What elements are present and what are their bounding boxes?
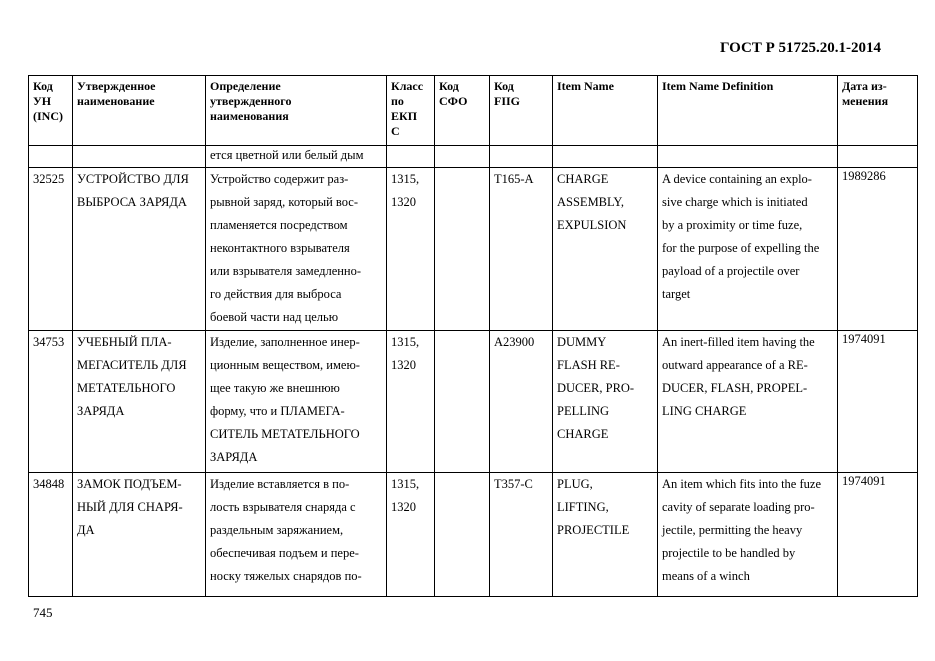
cell-sfo-code (435, 168, 490, 331)
cell-line: ASSEMBLY, (557, 195, 624, 209)
cell-code (29, 473, 73, 597)
cell-line: DUCER, PRO- (557, 381, 635, 395)
continuation-row (29, 146, 918, 168)
header-line: Item Name Definition (662, 79, 774, 93)
cell-line: УЧЕБНЫЙ ПЛА- (77, 335, 172, 349)
cell-line: 34848 (33, 477, 65, 491)
cell-line: PELLING (557, 404, 610, 418)
cell-line: PLUG, (557, 477, 593, 491)
cell-line: LIFTING, (557, 500, 609, 514)
cell-line: раздельным заряжанием, (210, 523, 344, 537)
cell-line: неконтактного взрывателя (210, 241, 350, 255)
cell-approved-definition (206, 168, 387, 331)
header-line: утвержденного (210, 94, 292, 108)
header-line: Определение (210, 79, 281, 93)
col-header-approved-definition (206, 76, 387, 146)
cell-line: DUCER, FLASH, PROPEL- (662, 381, 808, 395)
cell-item-name (553, 168, 658, 331)
cell-line: боевой части над целью (210, 310, 339, 324)
cell-code (29, 146, 73, 168)
cell-line: 1974091 (842, 474, 886, 488)
cell-line: outward appearance of a RE- (662, 358, 808, 372)
cell-item-name-definition (658, 473, 838, 597)
header-line: Класс (391, 79, 424, 93)
cell-line: An item which fits into the fuze (662, 477, 821, 491)
cell-approved-definition (206, 331, 387, 473)
cell-item-name (553, 331, 658, 473)
table-row (29, 473, 918, 597)
header-line: наименование (77, 94, 155, 108)
cell-line: или взрывателя замедленно- (210, 264, 362, 278)
cell-approved-name (73, 168, 206, 331)
cell-line: Устройство содержит раз- (210, 172, 349, 186)
cell-line: FLASH RE- (557, 358, 620, 372)
cell-change-date (838, 168, 918, 331)
cell-line: носку тяжелых снарядов по- (210, 569, 362, 583)
cell-sfo-code (435, 331, 490, 473)
cell-item-name-definition (658, 331, 838, 473)
cell-line: by a proximity or time fuze, (662, 218, 803, 232)
cell-line: CHARGE (557, 427, 609, 441)
cell-line: Изделие, заполненное инер- (210, 335, 360, 349)
col-header-sfo-code (435, 76, 490, 146)
cell-line: пламеняется посредством (210, 218, 348, 232)
cell-code (29, 168, 73, 331)
cell-line: МЕТАТЕЛЬНОГО (77, 381, 176, 395)
header-line: FIIG (494, 94, 521, 108)
cell-line: 1315, (391, 477, 420, 491)
cell-line: An inert-filled item having the (662, 335, 815, 349)
cell-line: 34753 (33, 335, 65, 349)
cell-fiig-code (490, 331, 553, 473)
cell-item-name-definition (658, 168, 838, 331)
standard-designation: ГОСТ Р 51725.20.1-2014 (720, 40, 882, 56)
col-header-ekps-class (387, 76, 435, 146)
cell-line: обеспечивая подъем и пере- (210, 546, 359, 560)
cell-approved-name (73, 473, 206, 597)
header-line: СФО (439, 94, 468, 108)
cell-line: ДА (77, 523, 95, 537)
header-line: Дата из- (842, 79, 887, 93)
cell-change-date (838, 473, 918, 597)
cell-approved-definition (206, 146, 387, 168)
cell-sfo-code (435, 146, 490, 168)
table-row (29, 331, 918, 473)
col-header-fiig-code (490, 76, 553, 146)
col-header-code (29, 76, 73, 146)
cell-line: лость взрывателя снаряда с (210, 500, 356, 514)
cell-line: щее такую же внешнюю (210, 381, 340, 395)
cell-approved-name (73, 331, 206, 473)
cell-line: DUMMY (557, 335, 607, 349)
cell-line: СИТЕЛЬ МЕТАТЕЛЬНОГО (210, 427, 360, 441)
cell-line: sive charge which is initiated (662, 195, 808, 209)
cell-line: 1974091 (842, 332, 886, 346)
cell-change-date (838, 331, 918, 473)
cell-line: Изделие вставляется в по- (210, 477, 350, 491)
header-line: по (391, 94, 404, 108)
cell-line: УСТРОЙСТВО ДЛЯ (77, 172, 189, 186)
cell-approved-definition (206, 473, 387, 597)
cell-line: ЗАМОК ПОДЪЕМ- (77, 477, 182, 491)
cell-line: 1989286 (842, 169, 886, 183)
cell-line: A23900 (494, 335, 535, 349)
cell-item-name (553, 473, 658, 597)
cell-fiig-code (490, 168, 553, 331)
cell-line: T165-A (494, 172, 534, 186)
cell-line: A device containing an explo- (662, 172, 812, 186)
col-header-change-date (838, 76, 918, 146)
catalog-table (28, 75, 918, 597)
header-line: менения (842, 94, 889, 108)
cell-line: НЫЙ ДЛЯ СНАРЯ- (77, 500, 183, 514)
cell-code (29, 331, 73, 473)
header-line: Код (439, 79, 459, 93)
cell-line: рывной заряд, который вос- (210, 195, 359, 209)
header-line: УН (33, 94, 52, 108)
header-line: ЕКП (391, 109, 418, 123)
header-line: С (391, 124, 400, 138)
cell-line: 1320 (391, 358, 416, 372)
header-line: наименования (210, 109, 289, 123)
table-header-row (29, 76, 918, 146)
cell-line: ется цветной или белый дым (210, 148, 364, 162)
cell-line: форму, что и ПЛАМЕГА- (210, 404, 345, 418)
cell-line: 32525 (33, 172, 65, 186)
col-header-item-name-definition (658, 76, 838, 146)
cell-line: EXPULSION (557, 218, 627, 232)
header-line: Утвержденное (77, 79, 156, 93)
cell-line: ЗАРЯДА (210, 450, 258, 464)
header-line: Item Name (557, 79, 614, 93)
cell-line: jectile, permitting the heavy (662, 523, 803, 537)
cell-line: го действия для выброса (210, 287, 342, 301)
cell-ekps-class (387, 473, 435, 597)
header-line: (INC) (33, 109, 63, 123)
cell-line: CHARGE (557, 172, 609, 186)
cell-ekps-class (387, 331, 435, 473)
cell-line: for the purpose of expelling the (662, 241, 820, 255)
cell-change-date (838, 146, 918, 168)
cell-line: payload of a projectile over (662, 264, 800, 278)
header-line: Код (33, 79, 53, 93)
col-header-item-name (553, 76, 658, 146)
cell-ekps-class (387, 146, 435, 168)
cell-line: ЗАРЯДА (77, 404, 125, 418)
cell-line: LING CHARGE (662, 404, 747, 418)
cell-item-name (553, 146, 658, 168)
cell-line: PROJECTILE (557, 523, 630, 537)
cell-fiig-code (490, 473, 553, 597)
header-line: Код (494, 79, 514, 93)
cell-line: cavity of separate loading pro- (662, 500, 815, 514)
cell-line: T357-C (494, 477, 533, 491)
cell-line: 1320 (391, 195, 416, 209)
col-header-approved-name (73, 76, 206, 146)
cell-line: 1315, (391, 335, 420, 349)
cell-line: means of a winch (662, 569, 750, 583)
page-number: 745 (33, 605, 53, 620)
table-row (29, 168, 918, 331)
cell-line: 1315, (391, 172, 420, 186)
cell-line: 1320 (391, 500, 416, 514)
cell-line: target (662, 287, 691, 301)
cell-ekps-class (387, 168, 435, 331)
cell-approved-name (73, 146, 206, 168)
cell-line: projectile to be handled by (662, 546, 796, 560)
cell-line: ВЫБРОСА ЗАРЯДА (77, 195, 187, 209)
cell-fiig-code (490, 146, 553, 168)
cell-line: ционным веществом, имею- (210, 358, 360, 372)
cell-line: МЕГАСИТЕЛЬ ДЛЯ (77, 358, 187, 372)
cell-sfo-code (435, 473, 490, 597)
cell-item-name-definition (658, 146, 838, 168)
